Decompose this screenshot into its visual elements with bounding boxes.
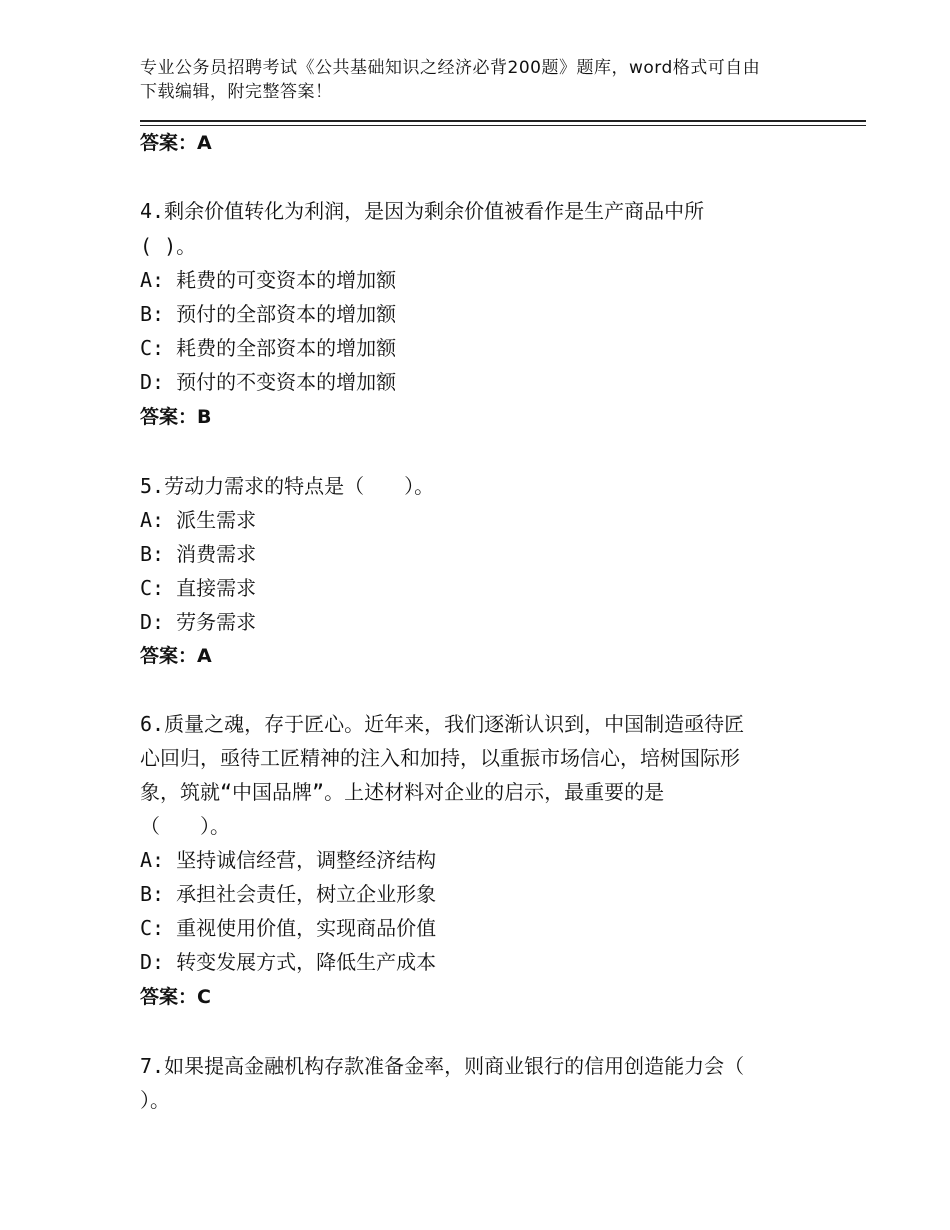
- header-rule-thin: [140, 125, 866, 126]
- question-4-option-a: A: 耗费的可变资本的增加额: [140, 268, 397, 292]
- question-6-line-4: （ ）。: [140, 814, 230, 838]
- header-rule-thick: [140, 120, 866, 122]
- question-6-line-2: 心回归，亟待工匠精神的注入和加持，以重振市场信心，培树国际形: [140, 746, 740, 770]
- question-6-option-a: A: 坚持诚信经营，调整经济结构: [140, 848, 437, 872]
- question-6-answer: 答案：C: [140, 986, 211, 1008]
- question-7-line-2: ）。: [140, 1088, 170, 1112]
- header-line-1: 专业公务员招聘考试《公共基础知识之经济必背200题》题库，word格式可自由: [140, 58, 761, 78]
- question-6-option-b: B: 承担社会责任，树立企业形象: [140, 882, 437, 906]
- question-4-option-b: B: 预付的全部资本的增加额: [140, 302, 397, 326]
- question-4-option-c: C: 耗费的全部资本的增加额: [140, 336, 397, 360]
- answer-previous: 答案：A: [140, 132, 212, 154]
- question-4-answer: 答案：B: [140, 406, 212, 428]
- question-5-option-d: D: 劳务需求: [140, 610, 257, 634]
- question-5-option-b: B: 消费需求: [140, 542, 257, 566]
- page-header: [140, 56, 820, 104]
- question-4-option-d: D: 预付的不变资本的增加额: [140, 370, 397, 394]
- question-7-line-1: 7.如果提高金融机构存款准备金率，则商业银行的信用创造能力会（: [140, 1054, 745, 1078]
- question-5-line-1: 5.劳动力需求的特点是（ ）。: [140, 474, 435, 498]
- question-6-line-3: 象，筑就“中国品牌”。上述材料对企业的启示，最重要的是: [140, 780, 665, 804]
- header-line-2: 下载编辑，附完整答案！: [140, 82, 333, 102]
- question-4-line-2: ( )。: [140, 234, 197, 258]
- question-5-option-a: A: 派生需求: [140, 508, 257, 532]
- question-6-option-d: D: 转变发展方式，降低生产成本: [140, 950, 437, 974]
- question-5-option-c: C: 直接需求: [140, 576, 257, 600]
- question-6-option-c: C: 重视使用价值，实现商品价值: [140, 916, 437, 940]
- question-5-answer: 答案：A: [140, 645, 212, 667]
- question-6-line-1: 6.质量之魂，存于匠心。近年来，我们逐渐认识到，中国制造亟待匠: [140, 712, 745, 736]
- question-4-line-1: 4.剩余价值转化为利润，是因为剩余价值被看作是生产商品中所: [140, 199, 705, 223]
